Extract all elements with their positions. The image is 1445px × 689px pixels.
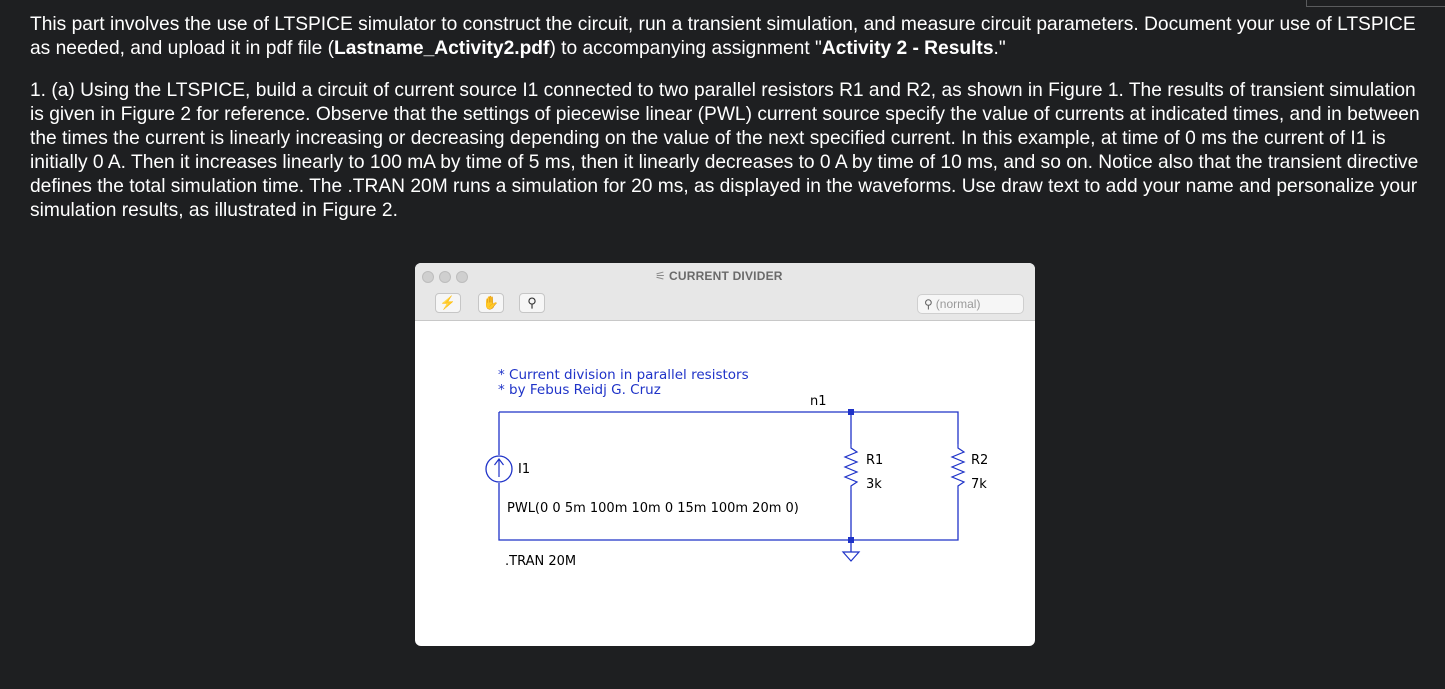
node-label-n1[interactable]: n1 — [810, 394, 827, 409]
r1-name-label[interactable]: R1 — [866, 453, 884, 468]
assignment-text — [30, 13, 1425, 223]
toolbar — [415, 290, 1035, 321]
probe-button[interactable] — [519, 293, 545, 313]
wire-top — [499, 412, 958, 425]
r1-resistor-symbol — [845, 444, 857, 490]
top-right-frame-edge — [1306, 0, 1445, 7]
tran-directive[interactable]: .TRAN 20M — [505, 554, 577, 569]
close-window-button[interactable] — [422, 271, 434, 283]
ground-junction — [848, 537, 854, 543]
current-arrow-icon — [495, 459, 504, 477]
probe-icon: ⚲ — [527, 295, 537, 310]
schematic-canvas[interactable] — [415, 320, 1035, 646]
source-name-label[interactable]: I1 — [518, 462, 531, 477]
pan-button[interactable] — [478, 293, 504, 313]
schematic-doc-icon: ⚟ — [655, 269, 666, 283]
r1-value-label[interactable]: 3k — [866, 477, 882, 492]
r2-value-label[interactable]: 7k — [971, 477, 987, 492]
minimize-window-button[interactable] — [439, 271, 451, 283]
comment-line-2[interactable]: * by Febus Reidj G. Cruz — [498, 382, 661, 398]
r2-resistor-symbol — [952, 444, 964, 490]
r2-name-label[interactable]: R2 — [971, 453, 989, 468]
run-button[interactable] — [435, 293, 461, 313]
ltspice-window — [415, 263, 1035, 646]
window-title: ⚟ CURRENT DIVIDER — [655, 269, 783, 283]
intro-paragraph: This part involves the use of LTSPICE simulator to construct the circuit, run a transient simulation, and measure circuit parameters. Document your use of LTSPICE as needed, and upload it in pdf file (Lastname_Activity2.pdf) to accompanying assignment "Activity 2 - Results." — [30, 14, 1416, 59]
item-1a-paragraph: 1. (a) Using the LTSPICE, build a circuit of current source I1 connected to two parallel resistors R1 and R2, as shown in Figure 1. The results of transient simulation is given in Figure 2 for reference. Observe that the settings of piecewise linear (PWL) current source specify the value of currents at indicated times, and in between the times the current is linearly increasing or decreasing depending on the value of the next specified current. In this example, at time of 0 ms the current of I1 is initially 0 A. Then it increases linearly to 100 mA by time of 5 ms, then it linearly decreases to 0 A by time of 10 ms, and so on. Notice also that the transient directive defines the total simulation time. The .TRAN 20M runs a simulation for 20 ms, as displayed in the waveforms. Use draw text to add your name and personalize your simulation results, as illustrated in Figure 2. — [30, 80, 1420, 221]
search-icon: ⚲ — [924, 297, 933, 311]
assignment-name: Activity 2 - Results — [821, 38, 994, 59]
source-value-label[interactable]: PWL(0 0 5m 100m 10m 0 15m 100m 20m 0) — [507, 501, 799, 516]
zoom-window-button[interactable] — [456, 271, 468, 283]
comment-line-1[interactable]: * Current division in parallel resistors — [498, 367, 749, 383]
filename: Lastname_Activity2.pdf — [334, 38, 550, 59]
node-n1-junction — [848, 409, 854, 415]
title-bar — [415, 263, 1035, 290]
ground-symbol — [843, 552, 859, 561]
run-icon: ⚡ — [439, 295, 457, 310]
pan-hand-icon: ✋ — [482, 295, 500, 310]
search-field[interactable]: ⚲ (normal) — [917, 294, 1024, 314]
